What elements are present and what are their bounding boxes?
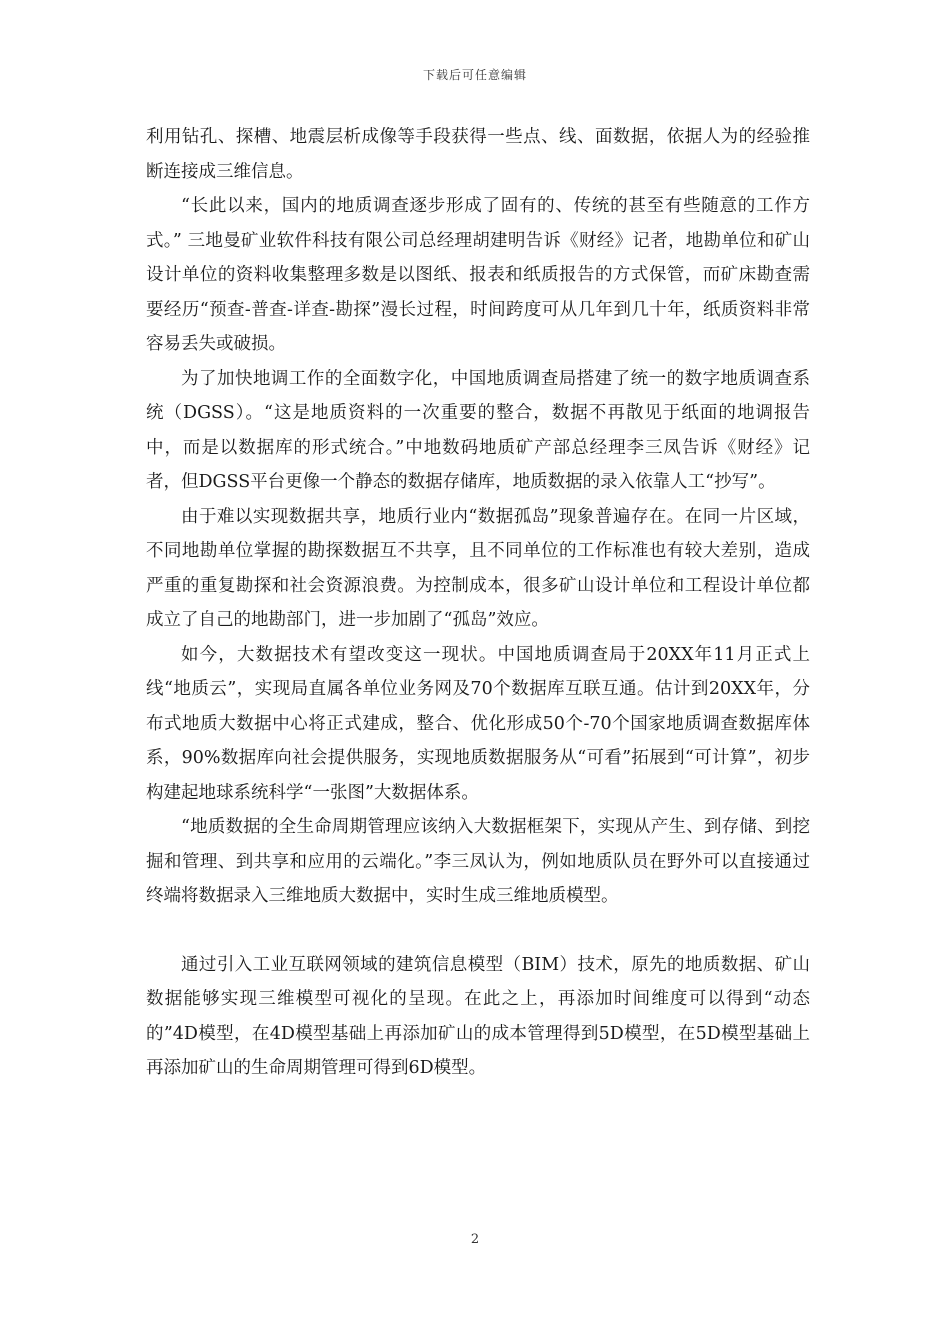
- document-body: [146, 120, 810, 1086]
- paragraph-data-island: 由于难以实现数据共享，地质行业内“数据孤岛”现象普遍存在。在同一片区域，不同地勘单位掌握的勘探数据互不共享，且不同单位的工作标准也有较大差别，造成严重的重复勘探和社会资源浪费。为控制成本，很多矿山设计单位和工程设计单位都成立了自己的地勘部门，进一步加剧了“孤岛”效应。: [146, 506, 810, 630]
- paragraph-lifecycle-management: “地质数据的全生命周期管理应该纳入大数据框架下，实现从产生、到存储、到挖掘和管理、到共享和应用的云端化。”李三凤认为，例如地质队员在野外可以直接通过终端将数据录入三维地质大数据中，实时生成三维地质模型。: [146, 817, 810, 906]
- paragraph-geology-cloud: 如今，大数据技术有望改变这一现状。中国地质调查局于20XX年11月正式上线“地质云”，实现局直属各单位业务网及70个数据库互联互通。估计到20XX年，分布式地质大数据中心将正式建成，整合、优化形成50个-70个国家地质调查数据库体系，90%数据库向社会提供服务，实现地质数据服务从“可看”拓展到“可计算”，初步构建起地球系统科学“一张图”大数据体系。: [146, 644, 810, 803]
- paragraph-continuation: 利用钻孔、探槽、地震层析成像等手段获得一些点、线、面数据，依据人为的经验推断连接成三维信息。: [146, 127, 810, 182]
- page-number: 2: [470, 1232, 480, 1247]
- paragraph-dgss: 为了加快地调工作的全面数字化，中国地质调查局搭建了统一的数字地质调查系统（DGSS）。“这是地质资料的一次重要的整合，数据不再散见于纸面的地调报告中，而是以数据库的形式统合。”中地数码地质矿产部总经理李三凤告诉《财经》记者，但DGSS平台更像一个静态的数据存储库，地质数据的录入依靠人工“抄写”。: [146, 368, 810, 492]
- paragraph-bim-model: 通过引入工业互联网领域的建筑信息模型（BIM）技术，原先的地质数据、矿山数据能够实现三维模型可视化的呈现。在此之上，再添加时间维度可以得到“动态的”4D模型，在4D模型基础上再添加矿山的成本管理得到5D模型，在5D模型基础上再添加矿山的生命周期管理可得到6D模型。: [146, 954, 810, 1078]
- header-note: 下载后可任意编辑: [422, 68, 527, 82]
- paragraph-hu-jianming-quote: “长此以来，国内的地质调查逐步形成了固有的、传统的甚至有些随意的工作方式。” 三地曼矿业软件科技有限公司总经理胡建明告诉《财经》记者，地勘单位和矿山设计单位的资料收集整理多数是以图纸、报表和纸质报告的方式保管，而矿床勘查需要经历“预查-普查-详查-勘探”漫长过程，时间跨度可从几年到几十年，纸质资料非常容易丢失或破损。: [146, 196, 810, 354]
